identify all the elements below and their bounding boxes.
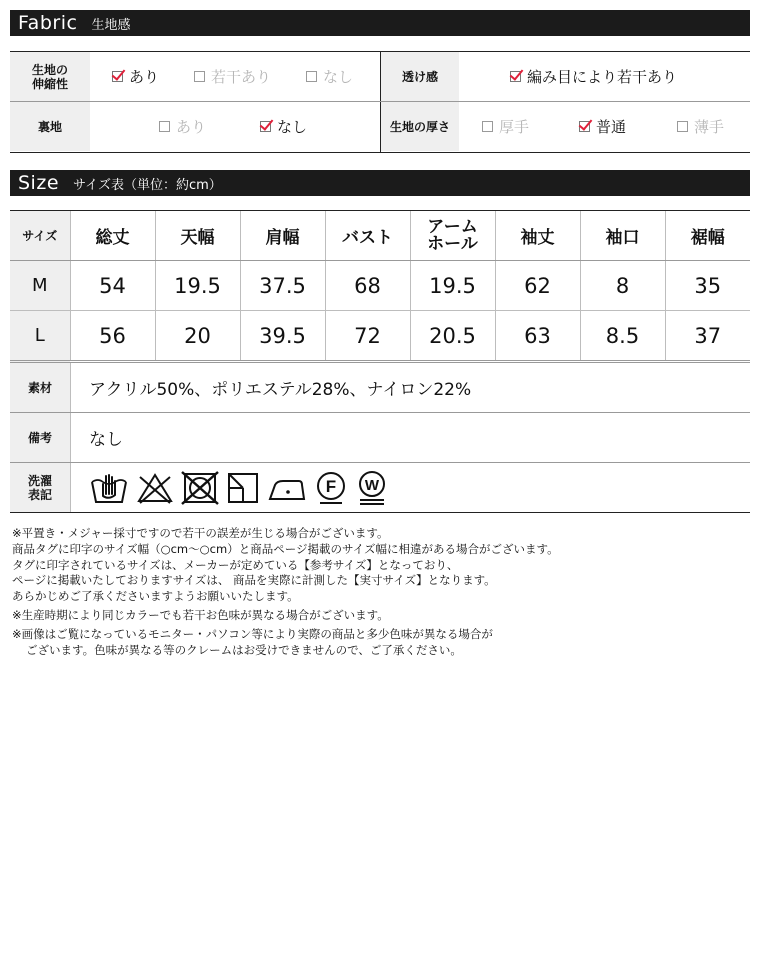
checkbox-checked-icon (510, 71, 521, 82)
table-cell: 56 (70, 311, 155, 362)
table-cell: 72 (325, 311, 410, 362)
table-cell: 37.5 (240, 261, 325, 311)
table-row (10, 261, 750, 311)
col-top-width: 天幅 (155, 211, 240, 261)
table-cell: 54 (70, 261, 155, 311)
note-line: ※生産時期により同じカラーでも若干お色味が異なる場合がございます。 (12, 607, 389, 622)
stretch-label: 生地の 伸縮性 (10, 52, 90, 101)
thickness-option-normal[interactable]: 普通 (579, 102, 626, 151)
checkbox-checked-icon (579, 121, 590, 132)
sheer-label: 透け感 (381, 52, 459, 101)
size-section-header (10, 170, 750, 196)
note-line: ※平置き・メジャー採寸ですので若干の誤差が生じる場合がございます。 (12, 526, 389, 540)
lining-label: 裏地 (10, 102, 90, 151)
note-line: 商品タグに印字のサイズ幅（○cm〜○cm）と商品ページ掲載のサイズ幅に相違がある場合がございます。 (12, 541, 559, 556)
note-line: ございます。色味が異なる等のクレームはお受けできませんので、ご了承ください。 (26, 642, 462, 657)
material-label: 素材 (10, 363, 71, 412)
table-cell: 20 (155, 311, 240, 362)
checkbox-empty-icon (482, 121, 493, 132)
checkbox-checked-icon (260, 121, 271, 132)
lining-option-yes[interactable]: あり (159, 102, 206, 151)
notes (12, 526, 752, 658)
table-cell: 8 (580, 261, 665, 311)
product-info (10, 363, 750, 513)
checkbox-empty-icon (159, 121, 170, 132)
fabric-title-jp: 生地感 (91, 17, 131, 33)
thickness-option-thick[interactable]: 厚手 (482, 102, 529, 151)
checkbox-empty-icon (306, 71, 317, 82)
table-cell: 8.5 (580, 311, 665, 362)
col-armhole: アーム ホール (410, 211, 495, 261)
lining-option-none[interactable]: なし (260, 102, 307, 151)
stretch-option-slight[interactable]: 若干あり (194, 52, 271, 101)
sheer-option-slight[interactable]: 編み目により若干あり (510, 52, 677, 101)
stretch-option-yes[interactable]: あり (112, 52, 159, 101)
size-table (10, 210, 750, 363)
table-cell: 19.5 (155, 261, 240, 311)
care-symbols (71, 463, 389, 512)
fabric-row-2 (10, 102, 750, 151)
fabric-row-1 (10, 52, 750, 102)
table-row (10, 311, 750, 362)
svg-text:F: F (325, 476, 337, 496)
checkbox-empty-icon (677, 121, 688, 132)
checkbox-checked-icon (112, 71, 123, 82)
size-label-l: L (10, 311, 70, 362)
size-table-header (10, 211, 750, 261)
size-title-en: Size (18, 172, 60, 194)
material-row (10, 363, 750, 413)
table-cell: 35 (665, 261, 750, 311)
table-cell: 68 (325, 261, 410, 311)
col-cuff: 袖口 (580, 211, 665, 261)
note-line: あらかじめご了承くださいますようお願いいたします。 (12, 589, 299, 604)
size-title-jp: サイズ表（単位：約cm） (73, 177, 222, 193)
col-shoulder-width: 肩幅 (240, 211, 325, 261)
note-line: タグに印字されているサイズは、メーカーが定めている【参考サイズ】となっており、 (12, 557, 459, 572)
thickness-option-thin[interactable]: 薄手 (677, 102, 724, 151)
col-total-length: 総丈 (70, 211, 155, 261)
remarks-value: なし (89, 430, 123, 450)
wet-clean-w-icon (355, 470, 389, 506)
stretch-option-none[interactable]: なし (306, 52, 353, 101)
col-hem-width: 裾幅 (665, 211, 750, 261)
table-cell: 37 (665, 311, 750, 362)
note-line: ※画像はご覧になっているモニター・パソコン等により実際の商品と多少色味が異なる場合が (12, 626, 493, 641)
size-corner-label: サイズ (10, 211, 70, 261)
table-cell: 19.5 (410, 261, 495, 311)
table-cell: 39.5 (240, 311, 325, 362)
col-bust: バスト (325, 211, 410, 261)
checkbox-empty-icon (194, 71, 205, 82)
line-dry-shade-icon (226, 471, 260, 505)
material-value: アクリル50%、ポリエステル28%、ナイロン22% (89, 380, 472, 400)
care-label: 洗濯 表記 (10, 463, 71, 512)
remarks-row (10, 413, 750, 463)
fabric-section-header (10, 10, 750, 36)
table-cell: 20.5 (410, 311, 495, 362)
note-line: ページに掲載いたしておりますサイズは、 商品を実際に計測した【実寸サイズ】となります。 (12, 573, 496, 588)
table-cell: 62 (495, 261, 580, 311)
care-row (10, 463, 750, 513)
size-label-m: M (10, 261, 70, 311)
fabric-title-en: Fabric (18, 12, 78, 34)
no-bleach-icon (136, 471, 174, 505)
table-cell: 63 (495, 311, 580, 362)
dry-clean-f-icon (314, 471, 348, 505)
thickness-label: 生地の厚さ (381, 102, 459, 151)
hand-wash-icon (89, 470, 129, 506)
col-sleeve-length: 袖丈 (495, 211, 580, 261)
svg-text:W: W (364, 476, 380, 494)
remarks-label: 備考 (10, 413, 71, 462)
low-iron-icon (267, 471, 307, 505)
no-tumble-dry-icon (181, 471, 219, 505)
fabric-table (10, 51, 750, 153)
